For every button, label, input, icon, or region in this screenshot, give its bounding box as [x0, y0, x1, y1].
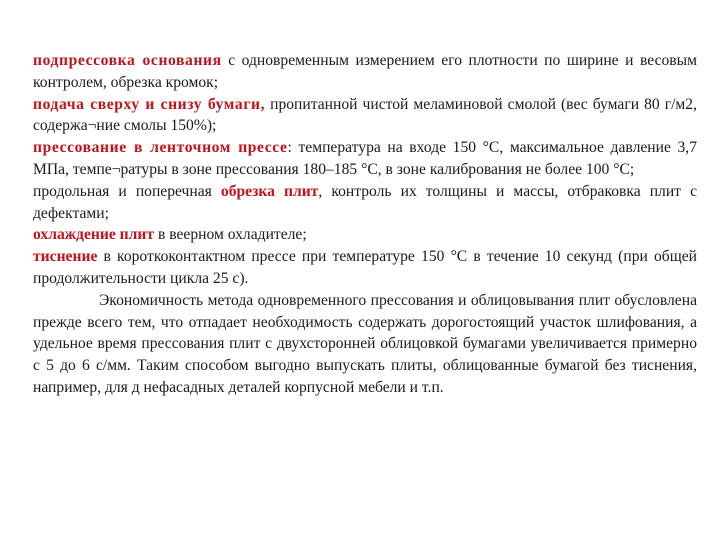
step-text-paper-feed: пропитанной чистой меламиновой смолой (вес бумаги 80 г/м2, содержа¬ние смолы 150%); [33, 95, 697, 135]
step-item-trimming [33, 181, 697, 225]
step-text-belt-press: : температура на входе 150 °С, максимальное давление 3,7 МПа, темпе¬ратуры в зоне прессования 180–185 °С, в зоне калибрования не более 100 °С; [33, 139, 697, 178]
conclusion-paragraph: Экономичность метода одновременного прессования и облицовывания плит обусловлена прежде всего тем, что отпадает необходимость содержать дорогостоящий участок шлифования, а удельное время прессования плит с двухсторонней облицовкой бумагами увеличивается примерно с 5 до 6 с/мм. Таким способом выгодно выпускать плиты, облицованные бумагой без тиснения, например, для д нефасадных деталей корпусной мебели и т.п. [33, 291, 697, 396]
document-page [33, 50, 697, 399]
step-text-underlay-prepress: с одновременным измерением его плотности по ширине и весовым контролем, обрезка кромок; [33, 52, 697, 91]
step-text-cooling: в веерном охладителе; [154, 226, 307, 244]
step-lead-trimming: продольная и поперечная [33, 182, 221, 200]
term-cooling: охлаждение плит [33, 226, 155, 244]
step-text-trimming: , контроль их толщины и массы, отбраковка плит с дефектами; [33, 182, 697, 222]
step-item-belt-press [33, 137, 697, 181]
term-embossing: тиснение [33, 248, 98, 266]
step-item-cooling [33, 224, 697, 246]
step-item-paper-feed [33, 94, 697, 138]
term-trimming: обрезка плит [220, 182, 319, 200]
term-underlay-prepress: подпрессовка основания [33, 52, 222, 69]
term-belt-press: прессование в ленточном прессе [33, 139, 288, 157]
step-item-underlay-prepress [33, 50, 697, 94]
term-paper-feed: подача сверху и снизу бумаги, [33, 95, 266, 113]
step-text-embossing: в короткоконтактном прессе при температуре 150 °С в течение 10 секунд (при общей продолжительности цикла 25 с). [33, 248, 697, 287]
step-item-embossing [33, 246, 697, 290]
